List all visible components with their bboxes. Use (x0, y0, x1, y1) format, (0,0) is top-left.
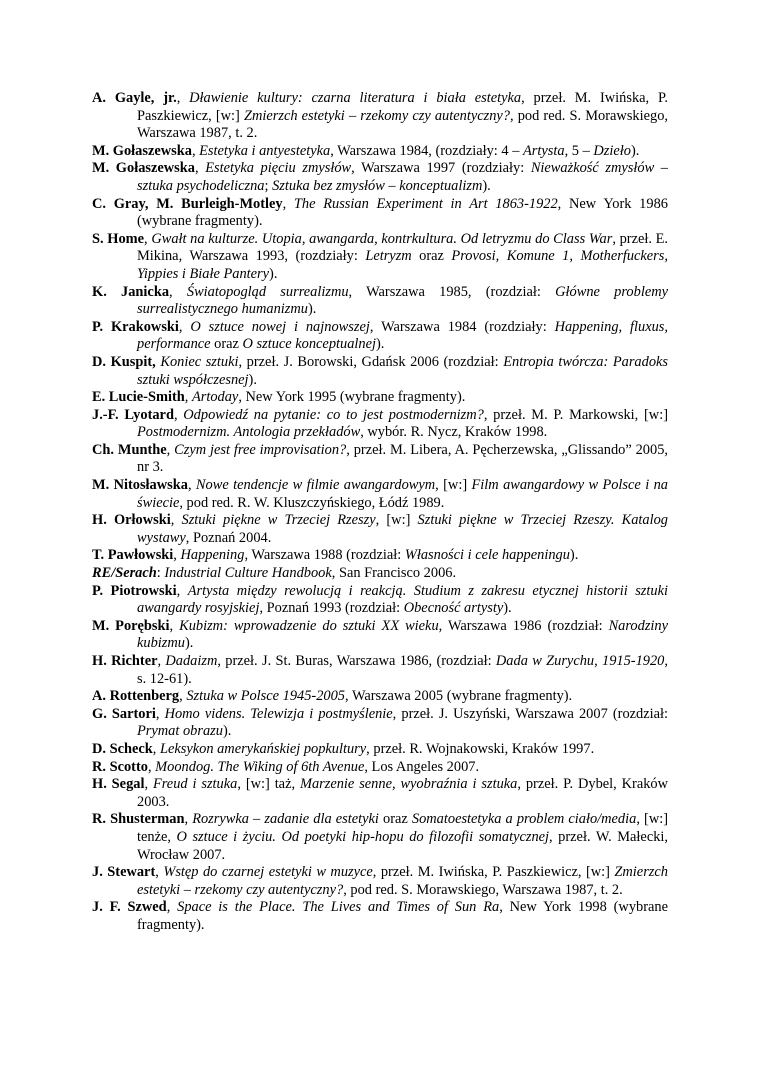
entry-title: Homo videns. Telewizja i postmyślenie (164, 705, 393, 722)
entry-title: Artysta między rewolucją i reakcją. Studium z zakresu etycznej historii sztuki awangardy rosyjskiej (137, 582, 668, 617)
entry-text: , New York 1998 (wybrane fragmenty). (137, 899, 668, 933)
entry-title: O sztuce i życiu. Od poetyki hip-hopu do filozofii somatycznej (176, 828, 550, 845)
entry-title: Sztuka w Polsce 1945-2005 (186, 688, 346, 705)
entry-text: , wybór. R. Nycz, Kraków 1998. (360, 424, 548, 441)
entry-title: Zmierzch estetyki – rzekomy czy autentyczny? (137, 864, 668, 898)
entry-title: Dławienie kultury: czarna literatura i biała estetyka (189, 90, 522, 106)
entry-title: Rozrywka – zadanie dla estetyki (192, 811, 379, 828)
entry-author: Ch. Munthe (92, 441, 167, 458)
bibliography-entry (92, 618, 668, 653)
entry-author: T. Pawłowski (92, 547, 174, 564)
bibliography-entry (92, 583, 668, 618)
entry-title: Narodziny kubizmu (137, 617, 668, 652)
entry-author: M. Nitosławska (92, 477, 188, 494)
bibliography-entry (92, 688, 668, 706)
entry-text: ). (482, 177, 491, 194)
entry-text: ; (264, 177, 273, 194)
bibliography-list (92, 90, 668, 935)
entry-text: , (176, 90, 190, 106)
entry-title: Koniec sztuki (160, 353, 239, 370)
bibliography-entry (92, 407, 668, 442)
entry-title: Letryzm (365, 248, 412, 265)
entry-text: ). (269, 265, 278, 282)
entry-title: Estetyka i antyestetyka (199, 142, 331, 159)
entry-title: O sztuce konceptualnej (242, 336, 376, 353)
entry-author: A. Gayle, jr. (92, 90, 177, 106)
bibliography-entry (92, 759, 668, 777)
entry-title: Nowe tendencje w filmie awangardowym (195, 477, 436, 494)
entry-text: , San Francisco 2006. (331, 565, 457, 582)
entry-text: ). (630, 142, 640, 159)
entry-author: C. Gray, M. Burleigh-Motley (92, 195, 283, 212)
entry-text: , New York 1995 (wybrane fragmenty). (238, 389, 466, 406)
entry-title: Dadaizm (165, 653, 218, 669)
entry-text: , (147, 758, 156, 775)
entry-title: O sztuce nowej i najnowszej (190, 318, 370, 335)
entry-text: , (144, 776, 153, 793)
entry-title: Wstęp do czarnej estetyki w muzyce (163, 864, 373, 881)
bibliography-entry (92, 284, 668, 319)
entry-title: Sztuka bez zmysłów – konceptualizm (272, 177, 483, 194)
entry-title: Postmodernizm. Antologia przekładów (137, 424, 361, 441)
entry-title: Dzieło (593, 142, 631, 159)
entry-text: , pod red. S. Morawskiego, Warszawa 1987, t. 2. (137, 107, 668, 142)
entry-text: , (184, 811, 193, 828)
entry-text: , przeł. W. Małecki, Wrocław 2007. (137, 828, 668, 863)
entry-title: Provosi, Komune 1, Motherfuckers, Yippies i Białe Pantery (137, 248, 668, 282)
entry-author: E. Lucie-Smith (92, 389, 185, 406)
entry-title: Marzenie senne, wyobraźnia i sztuka (299, 776, 518, 793)
entry-author: J. Stewart (92, 864, 156, 881)
entry-title: Space is the Place. The Lives and Times of Sun Ra (177, 899, 500, 916)
entry-author: D. Scheck (92, 740, 153, 757)
bibliography-entry (92, 160, 668, 195)
entry-author: S. Home (92, 230, 145, 247)
entry-text: oraz (411, 248, 452, 265)
entry-author: J. F. Szwed (92, 899, 167, 916)
entry-author: G. Sartori (92, 705, 156, 722)
bibliography-entry (92, 354, 668, 389)
entry-text: , przeł. R. Wojnakowski, Kraków 1997. (366, 740, 595, 757)
entry-title: Kubizm: wprowadzenie do sztuki XX wieku (179, 617, 439, 634)
entry-title: Somatoestetyka a problem ciało/media (411, 811, 637, 828)
entry-text: , 5 – (564, 142, 594, 159)
entry-text: , Warszawa 1985, (rozdział: (348, 283, 556, 300)
bibliography-entry (92, 196, 668, 231)
bibliography-entry (92, 776, 668, 811)
entry-text: , (282, 195, 294, 212)
entry-author: A. Rottenberg (92, 688, 180, 705)
bibliography-entry (92, 143, 668, 161)
entry-title: Artoday (191, 389, 239, 406)
entry-text: , (194, 160, 206, 177)
entry-text: , Poznań 2004. (185, 529, 272, 546)
entry-text: , Warszawa 1986 (rozdział: (438, 617, 609, 634)
entry-author: P. Krakowski (92, 318, 179, 335)
entry-text: , przeł. P. Dybel, Kraków 2003. (137, 776, 668, 810)
entry-text: , (155, 864, 164, 881)
entry-author: H. Richter (92, 653, 158, 669)
entry-title: Leksykon amerykańskiej popkultury (159, 740, 367, 757)
entry-author: D. Kuspit, (92, 353, 156, 370)
bibliography-entry (92, 811, 668, 864)
entry-text: , [w:] (435, 477, 472, 494)
entry-title: Sztuki piękne w Trzeciej Rzeszy (181, 512, 376, 529)
entry-text: , (166, 441, 175, 458)
entry-text: , (157, 653, 166, 669)
entry-text: , przeł. M. P. Markowski, [w:] (483, 406, 668, 423)
entry-title: Artysta (523, 142, 565, 159)
entry-text: , (173, 406, 184, 423)
bibliography-entry (92, 90, 668, 143)
entry-text: , Warszawa 1997 (rozdziały: (351, 160, 531, 177)
entry-title: Zmierzch estetyki – rzekomy czy autentyczny? (243, 107, 510, 124)
bibliography-entry (92, 477, 668, 512)
entry-text: , pod red. S. Morawskiego, Warszawa 1987, t. 2. (343, 881, 623, 898)
entry-title: Nieważkość zmysłów – sztuka psychodeliczna (137, 160, 668, 194)
entry-author: P. Piotrowski (92, 582, 177, 599)
entry-text: , przeł. M. Iwińska, P. Paszkiewicz, [w:] (137, 90, 668, 124)
entry-author: R. Scotto (92, 758, 148, 775)
entry-text: , Warszawa 2005 (wybrane fragmenty). (345, 688, 573, 705)
entry-title: Estetyka pięciu zmysłów (205, 160, 352, 177)
entry-title: The Russian Experiment in Art 1863-1922 (293, 195, 558, 212)
bibliography-entry (92, 565, 668, 583)
entry-author: R. Shusterman (92, 811, 185, 828)
entry-text: , przeł. M. Libera, A. Pęcherzewska, „Glissando” 2005, nr 3. (137, 441, 668, 476)
entry-title: Happening, fluxus, performance (137, 318, 668, 353)
entry-text: ). (307, 301, 317, 318)
bibliography-entry (92, 231, 668, 284)
entry-title: Gwałt na kulturze. Utopia, awangarda, kontrkultura. Od letryzmu do Class War (151, 230, 613, 247)
entry-text: , (144, 230, 152, 247)
bibliography-entry (92, 653, 668, 688)
entry-text: , Poznań 1993 (rozdział: (259, 600, 404, 617)
entry-text: , (187, 477, 196, 494)
entry-text: , (176, 582, 188, 599)
entry-text: , (169, 283, 187, 300)
entry-text: : (156, 565, 165, 582)
bibliography-entry (92, 442, 668, 477)
bibliography-entry (92, 512, 668, 547)
bibliography-entry (92, 319, 668, 354)
entry-text: , przeł. J. Borowski, Gdańsk 2006 (rozdział: (238, 353, 504, 370)
entry-text: ). (376, 336, 385, 353)
entry-text: , Los Angeles 2007. (364, 758, 480, 775)
entry-author: H. Orłowski (92, 512, 171, 529)
entry-title: Film awangardowy w Polsce i na świecie (137, 477, 668, 511)
entry-text: ). (222, 723, 232, 740)
entry-text: ). (569, 547, 579, 564)
entry-text: , Warszawa 1988 (rozdział: (244, 547, 405, 564)
entry-text: oraz (378, 811, 412, 828)
entry-text: , (169, 617, 180, 634)
entry-text: , s. 12-61). (137, 653, 668, 687)
entry-text: , (170, 512, 182, 529)
entry-author: RE/Serach (92, 565, 157, 582)
bibliography-entry (92, 741, 668, 759)
entry-text: , przeł. E. Mikina, Warszawa 1993, (rozdziały: (137, 230, 668, 265)
entry-text: , przeł. J. Uszyński, Warszawa 2007 (rozdział: (392, 705, 668, 722)
entry-title: Główne problemy surrealistycznego humanizmu (137, 283, 668, 318)
entry-title: Światopogląd surrealizmu (186, 283, 349, 300)
entry-author: J.-F. Lyotard (92, 406, 174, 423)
entry-text: , (173, 547, 181, 564)
entry-title: Obecność artysty (403, 600, 504, 617)
entry-title: Prymat obrazu (137, 723, 223, 740)
bibliography-entry (92, 899, 668, 934)
entry-text: , przeł. M. Iwińska, P. Paszkiewicz, [w:] (372, 864, 615, 881)
entry-text: , przeł. J. St. Buras, Warszawa 1986, (rozdział: (217, 653, 496, 669)
entry-text: , (184, 389, 192, 406)
entry-text: ). (503, 600, 512, 617)
entry-title: Moondog. The Wiking of 6th Avenue (155, 758, 365, 775)
entry-text: ). (248, 371, 257, 388)
entry-author: K. Janicka (92, 283, 170, 300)
entry-text: , New York 1986 (wybrane fragmenty). (137, 195, 668, 230)
entry-text: , [w:] tenże, (137, 811, 668, 845)
entry-title: Entropia twórcza: Paradoks sztuki współczesnej (137, 353, 669, 388)
bibliography-entry (92, 706, 668, 741)
entry-text: , Warszawa 1984, (rozdziały: 4 – (330, 142, 523, 159)
entry-text: , (178, 318, 191, 335)
entry-text: , (166, 899, 178, 916)
entry-text: , [w:] taż, (237, 776, 300, 793)
bibliography-entry (92, 547, 668, 565)
entry-title: Własności i cele happeningu (404, 547, 570, 564)
entry-text: , [w:] (375, 512, 418, 529)
entry-author: H. Segal (92, 776, 145, 793)
entry-title: Dada w Zurychu, 1915-1920 (495, 653, 665, 669)
entry-title: Sztuki piękne w Trzeciej Rzeszy. Katalog wystawy (137, 512, 668, 546)
entry-text: oraz (210, 336, 243, 353)
entry-text: ). (184, 635, 194, 652)
bibliography-entry (92, 389, 668, 407)
entry-title: Industrial Culture Handbook (164, 565, 332, 582)
entry-title: Happening (180, 547, 245, 564)
entry-author: M. Gołaszewska (92, 142, 192, 159)
entry-text: , (155, 705, 165, 722)
entry-text: , pod red. R. W. Kluszczyńskiego, Łódź 1989. (179, 494, 445, 511)
entry-author: M. Porębski (92, 617, 170, 634)
entry-text: , (179, 688, 187, 705)
entry-title: Czym jest free improvisation? (174, 441, 347, 458)
entry-author: M. Gołaszewska (92, 160, 195, 177)
entry-text: , (152, 740, 160, 757)
entry-title: Freud i sztuka (152, 776, 238, 793)
entry-title: Odpowiedź na pytanie: co to jest postmodernizm? (183, 406, 484, 423)
entry-text: , Warszawa 1984 (rozdziały: (369, 318, 555, 335)
entry-text: , (191, 142, 200, 159)
bibliography-entry (92, 864, 668, 899)
